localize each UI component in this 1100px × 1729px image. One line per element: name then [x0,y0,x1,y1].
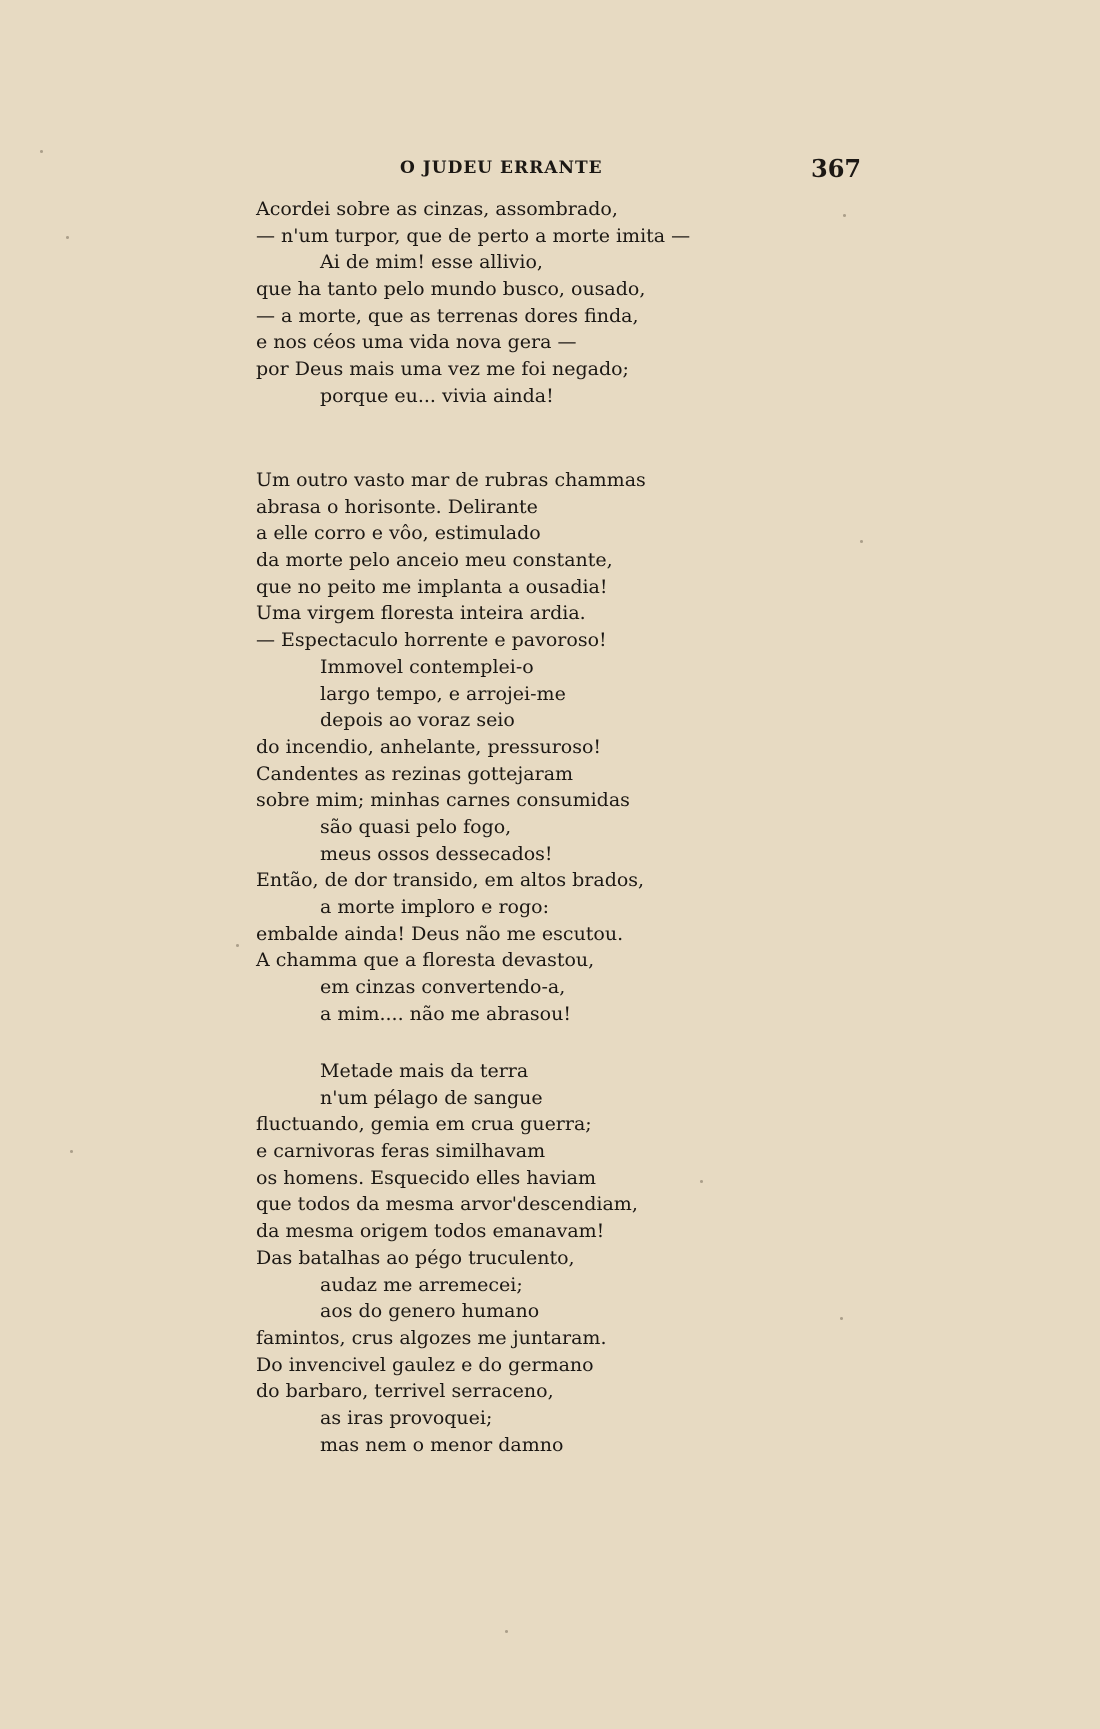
poem-line: os homens. Esquecido elles haviam [256,1166,597,1189]
paper-speck [505,1630,508,1633]
poem-line: e carnivoras feras similhavam [256,1140,546,1163]
poem-line: fluctuando, gemia em crua guerra; [256,1113,592,1136]
poem-line: Então, de dor transido, em altos brados, [256,869,645,892]
paper-speck [66,236,69,239]
stanza-2 [256,467,776,1027]
poem-line: que ha tanto pelo mundo busco, ousado, [256,278,646,301]
poem-line: as iras provoquei; [320,1406,493,1429]
poem-line: e nos céos uma vida nova gera — [256,331,577,354]
poem-line: depois ao voraz seio [320,709,515,732]
poem-line: Uma virgem floresta inteira ardia. [256,602,586,625]
stanza-3 [256,1058,776,1458]
paper-speck [700,1180,703,1183]
poem-line: em cinzas convertendo-a, [320,976,566,999]
stanza-1 [256,196,776,410]
running-title: O JUDEU ERRANTE [400,158,603,178]
poem-line: A chamma que a floresta devastou, [256,949,595,972]
poem-line: da morte pelo anceio meu constante, [256,549,613,572]
poem-line: que no peito me implanta a ousadia! [256,575,608,598]
poem-line: por Deus mais uma vez me foi negado; [256,358,629,381]
poem-line: Immovel contemplei-o [320,655,534,678]
paper-speck [860,540,863,543]
poem-line: — n'um turpor, que de perto a morte imita — [256,224,691,247]
poem-line: a mim.... não me abrasou! [320,1002,571,1025]
poem-line: Do invencivel gaulez e do germano [256,1353,594,1376]
poem-line: — a morte, que as terrenas dores finda, [256,304,639,327]
page-number: 367 [811,154,862,183]
poem-line: — Espectaculo horrente e pavoroso! [256,629,607,652]
paper-speck [236,944,239,947]
paper-speck [843,214,846,217]
poem-line: do barbaro, terrivel serraceno, [256,1380,554,1403]
poem-line: meus ossos dessecados! [320,842,553,865]
poem-line: audaz me arremecei; [320,1273,523,1296]
paper-speck [840,1317,843,1320]
poem-line: Um outro vasto mar de rubras chammas [256,469,646,491]
poem-line: da mesma origem todos emanavam! [256,1220,605,1243]
paper-speck [70,1150,73,1153]
poem-line: famintos, crus algozes me juntaram. [256,1326,607,1349]
poem-line: abrasa o horisonte. Delirante [256,495,538,518]
poem-line: são quasi pelo fogo, [320,815,512,838]
poem-line: aos do genero humano [320,1300,540,1323]
poem-line: que todos da mesma arvor'descendiam, [256,1193,638,1216]
poem-line: embalde ainda! Deus não me escutou. [256,922,624,945]
poem-line: a morte imploro e rogo: [320,896,549,918]
poem-line: do incendio, anhelante, pressuroso! [256,735,602,758]
poem-line: n'um pélago de sangue [320,1086,543,1109]
poem-line: porque eu... vivia ainda! [320,384,554,407]
poem-line: Acordei sobre as cinzas, assombrado, [256,198,618,220]
poem-line: a elle corro e vôo, estimulado [256,522,541,545]
poem-line: Das batalhas ao pégo truculento, [256,1246,575,1269]
poem-line: mas nem o menor damno [320,1433,564,1456]
poem-line: Ai de mim! esse allivio, [320,251,543,274]
poem-line: largo tempo, e arrojei-me [320,682,566,705]
poem-line: sobre mim; minhas carnes consumidas [256,789,630,812]
poem-line: Metade mais da terra [320,1060,529,1082]
poem-line: Candentes as rezinas gottejaram [256,762,574,785]
paper-speck [40,150,43,153]
